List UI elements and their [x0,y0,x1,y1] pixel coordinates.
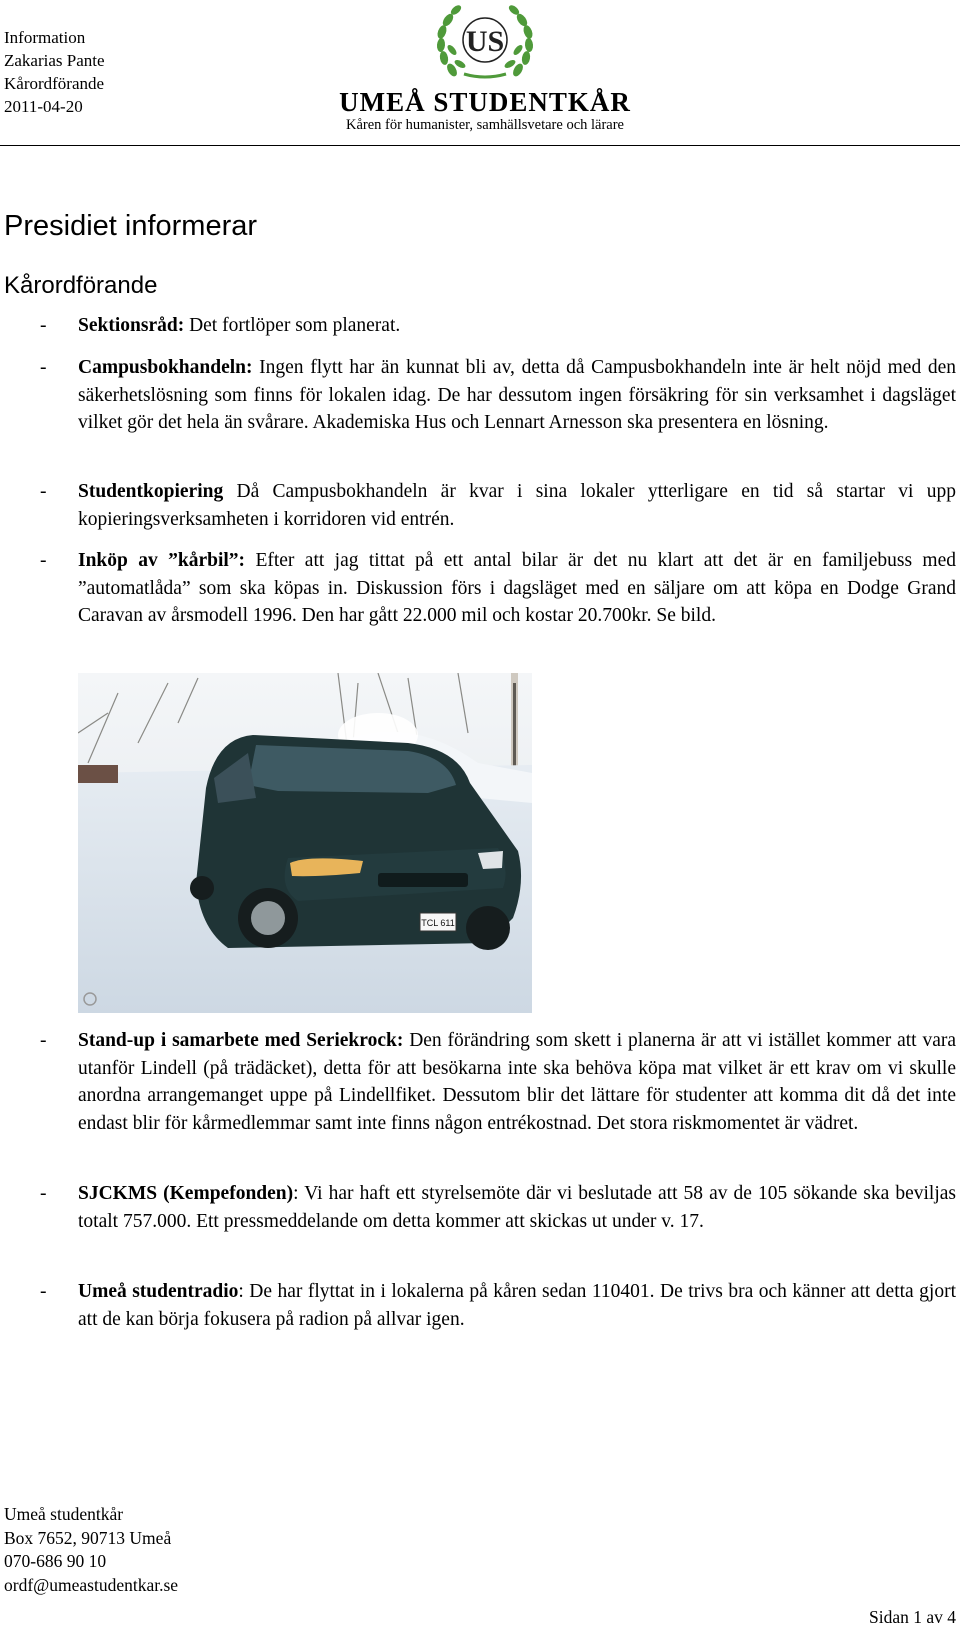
list-item-stand-up [40,1027,956,1137]
logo-title: UMEÅ STUDENTKÅR [339,87,631,117]
item-heading: Sektionsråd: [78,315,185,336]
header-author: Zakarias Pante [4,51,105,70]
list-item-sektionsrad [40,312,956,340]
item-heading: SJCKMS (Kempefonden) [78,1183,294,1204]
bullet-dash: - [40,315,47,336]
list-item-karbil [40,547,956,630]
license-plate: TCL 611 [421,918,455,928]
footer-address: Box 7652, 90713 Umeå [4,1527,172,1548]
item-text: : Vi har haft ett styrelsemöte där vi beslutade att 58 av de 105 sökande ska beviljas totalt 757.000. Ett pressmeddelande om detta kommer att skickas ut under v. 17. [78,1183,956,1232]
page-number: Sidan 1 av 4 [868,1607,956,1627]
item-text: Då Campusbokhandeln är kvar i sina lokaler ytterligare en tid så startar vi upp kopieringsverksamheten i korridoren vid entrén. [78,481,956,530]
header-date: 2011-04-20 [4,97,83,116]
item-text: Ingen flytt har än kunnat bli av, detta då Campusbokhandeln inte är helt nöjd med den säkerhetslösning som finns för lokalen idag. De har dessutom ingen försäkring för sin verksamhet i dagsläget vilket gör det hela än svårare. Akademiska Hus och Lennart Arnesson ska presentera en lösning. [78,357,956,433]
list-item-campusbokhandeln [40,354,956,437]
umea-studentkar-logo [320,0,650,140]
list-item-sjckms [40,1180,956,1235]
bullet-dash: - [40,1281,47,1302]
item-text: Den förändring som skett i planerna är att vi istället kommer att vara utanför Lindell (på trädäcket), detta för att besökarna inte ska behöva köpa mat vilket är ett krav om vi skulle anordna arrangemanget uppe på Lindellfiket. Dessutom blir det lättare för studenter att komma dit då det inte endast blir för kårmedlemmar samt inte finns någon entrékostnad. Det stora riskmomentet är vädret. [78,1030,956,1134]
bullet-dash: - [40,481,47,502]
footer-phone: 070-686 90 10 [4,1551,107,1571]
header-doc-type: Information [4,28,86,47]
item-heading: Studentkopiering [78,481,224,502]
page-title: Presidiet informerar [4,210,258,242]
footer-contact [4,1503,178,1597]
header-divider [0,145,960,146]
footer-email: ordf@umeastudentkar.se [4,1574,179,1595]
item-heading: Campusbokhandeln: [78,357,253,378]
item-text: Det fortlöper som planerat. [184,315,401,336]
list-item-studentkopiering [40,478,956,533]
footer-org: Umeå studentkår [4,1504,124,1524]
list-item-studentradio [40,1278,956,1333]
header-meta [4,26,105,118]
logo-subtitle: Kåren för humanister, samhällsvetare och lärare [345,117,624,133]
bullet-dash: - [40,357,47,378]
car-photo [78,673,532,1013]
item-text: : De har flyttat in i lokalerna på kåren sedan 110401. De trivs bra och känner att detta gjort att de kan börja fokusera på radion på allvar igen. [78,1281,956,1330]
item-text: Efter att jag tittat på ett antal bilar är det nu klart att det är en familjebuss med ”automatlåda” som ska köpas in. Diskussion förs i dagsläget med en säljare om att köpa en Dodge Grand Caravan av årsmodell 1996. Den har gått 22.000 mil och kostar 20.700kr. Se bild. [78,550,956,626]
laurel-wreath-icon [430,0,540,82]
item-heading: Inköp av ”kårbil”: [78,550,246,571]
bullet-dash: - [40,550,47,571]
bullet-dash: - [40,1030,47,1051]
header-role: Kårordförande [4,74,105,93]
bullet-dash: - [40,1183,47,1204]
item-heading: Umeå studentradio [78,1281,239,1302]
logo-monogram: US [465,25,505,58]
section-heading: Kårordförande [4,272,158,299]
item-heading: Stand-up i samarbete med Seriekrock: [78,1030,404,1051]
minivan-image [78,673,532,1013]
